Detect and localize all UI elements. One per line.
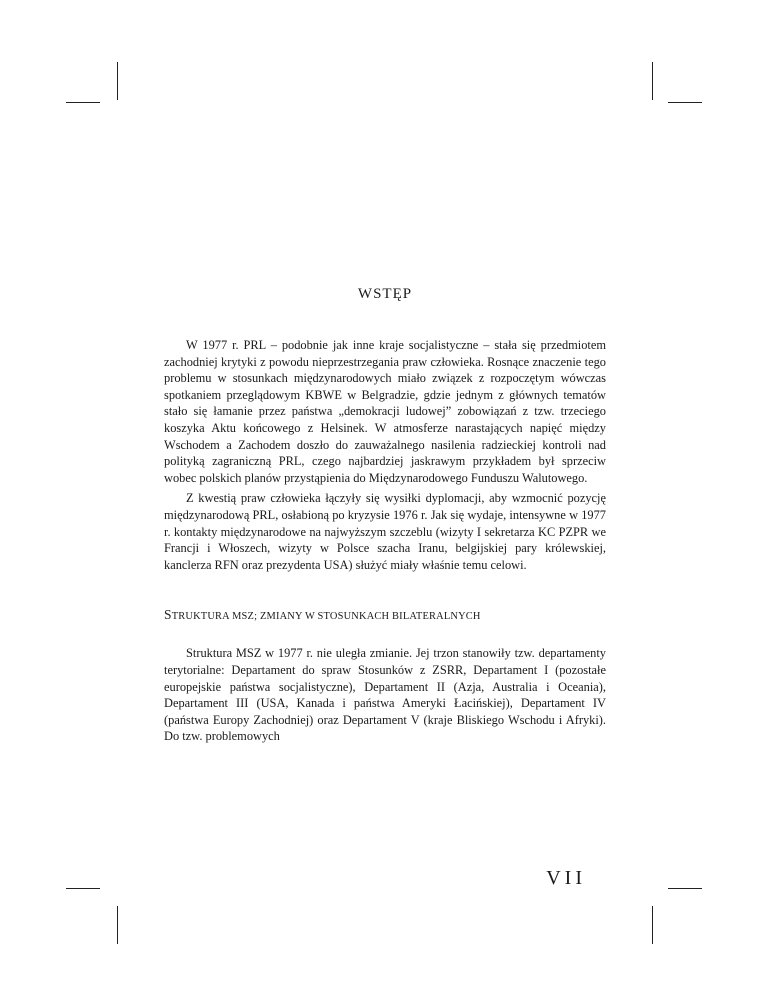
- section-heading: [164, 607, 606, 623]
- paragraph-1: W 1977 r. PRL – podobnie jak inne kraje socjalistyczne – stała się przedmiotem zachodniej krytyki z powodu nieprzestrzegania praw człowieka. Rosnące znaczenie tego problemu w stosunkach międzynarodowych miało związek z rozpoczętym wówczas spotkaniem przeglądowym KBWE w Belgradzie, gdzie jednym z głównych tematów stało się łamanie przez państwa „demokracji ludowej” zobowiązań z tzw. trzeciego koszyka Aktu końcowego z Helsinek. W atmosferze narastających napięć między Wschodem a Zachodem doszło do zauważalnego nasilenia radzieckiej kontroli nad polityką zagraniczną PRL, czego najbardziej jaskrawym przykładem był sprzeciw wobec polskich planów przystąpienia do Międzynarodowego Funduszu Walutowego.: [164, 338, 606, 485]
- paragraph-2: Z kwestią praw człowieka łączyły się wysiłki dyplomacji, aby wzmocnić pozycję międzynarodową PRL, osłabioną po kryzysie 1976 r. Jak się wydaje, intensywne w 1977 r. kontakty międzynarodowe na najwyższym szczeblu (wizyty I sekretarza KC PZPR we Francji i Włoszech, wizyty w Polsce szacha Iranu, belgijskiej pary królewskiej, kanclerza RFN oraz prezydenta USA) służyć miały właśnie temu celowi.: [164, 491, 606, 572]
- page-number: VII: [546, 867, 586, 889]
- section-heading-text: TRUKTURA MSZ; ZMIANY W STOSUNKACH BILATERALNYCH: [171, 611, 481, 623]
- chapter-title: WSTĘP: [357, 286, 413, 302]
- section-paragraph: Struktura MSZ w 1977 r. nie uległa zmianie. Jej trzon stanowiły tzw. departamenty terytorialne: Departament do spraw Stosunków z ZSRR, Departament I (pozostałe europejskie państwa socjalistyczne), Departament II (Azja, Australia i Oceania), Departament III (USA, Kanada i państwa Ameryki Łacińskiej), Departament IV (państwa Europy Zachodniej) oraz Departament V (kraje Bliskiego Wschodu i Afryki). Do tzw. problemowych: [164, 646, 606, 744]
- section-heading-initial: S: [164, 607, 172, 623]
- page-body: [164, 286, 606, 749]
- crop-mark-top-left-horizontal: [66, 102, 100, 103]
- crop-mark-top-left-vertical: [117, 62, 118, 100]
- crop-mark-bottom-left-horizontal: [66, 888, 100, 889]
- crop-mark-top-right-vertical: [652, 62, 653, 100]
- crop-mark-bottom-left-vertical: [117, 906, 118, 944]
- crop-mark-bottom-right-horizontal: [668, 888, 702, 889]
- crop-mark-bottom-right-vertical: [652, 906, 653, 944]
- crop-mark-top-right-horizontal: [668, 102, 702, 103]
